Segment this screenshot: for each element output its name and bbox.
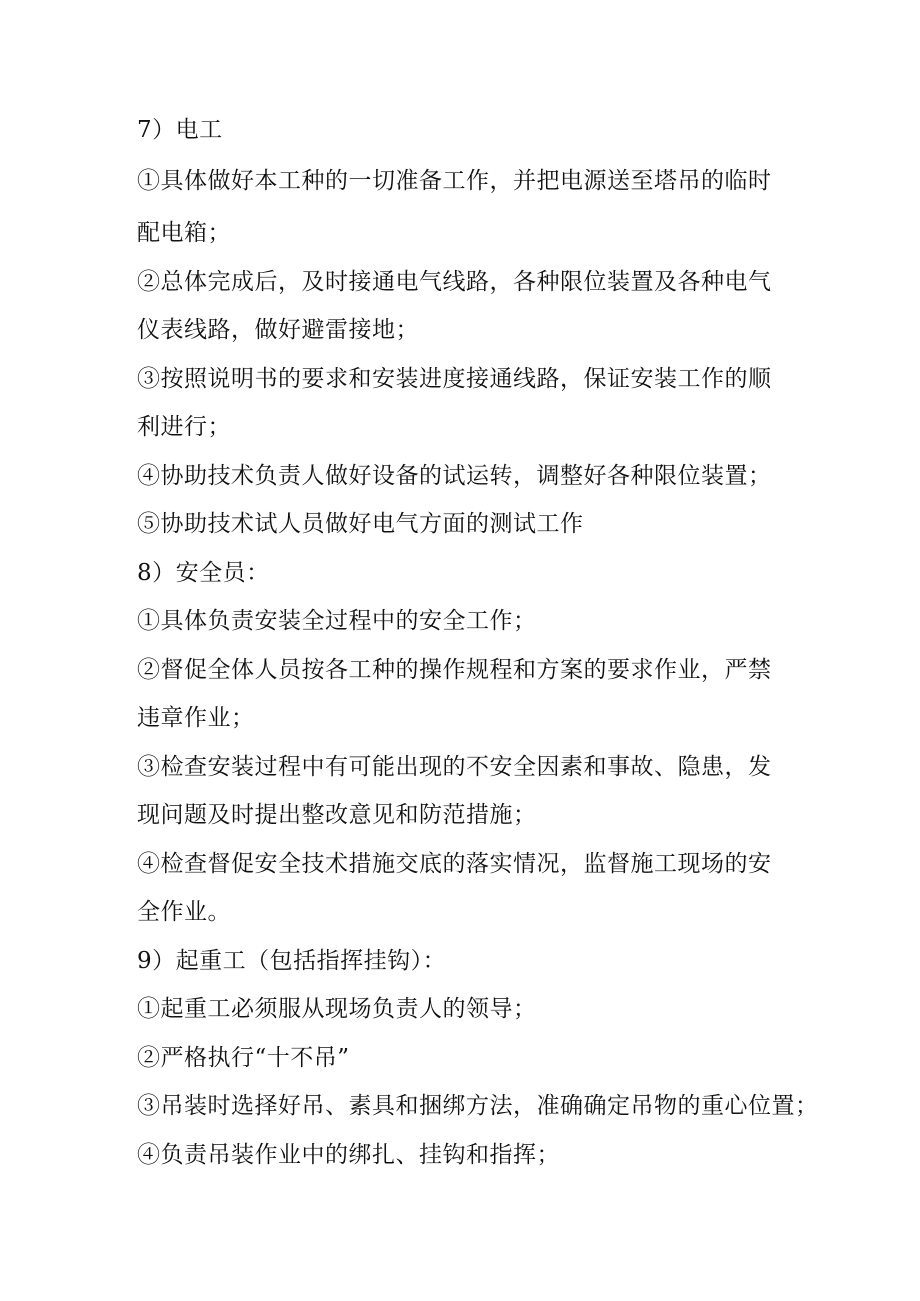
paragraph-line: 全作业。	[137, 899, 231, 925]
paragraph-line: ②督促全体人员按各工种的操作规程和方案的要求作业，严禁	[137, 657, 772, 683]
paragraph-line: 现问题及时提出整改意见和防范措施；	[137, 802, 537, 828]
section-heading-electrician: 7）电工	[137, 117, 223, 143]
paragraph-line: ①起重工必须服从现场负责人的领导；	[137, 996, 537, 1022]
paragraph-line: ④检查督促安全技术措施交底的落实情况，监督施工现场的安	[137, 851, 772, 877]
paragraph-line: 利进行；	[137, 414, 231, 440]
paragraph-line: ①具体负责安装全过程中的安全工作；	[137, 608, 537, 634]
section-heading-safety-officer: 8）安全员：	[137, 560, 270, 586]
paragraph-line: ③吊装时选择好吊、素具和捆绑方法，准确确定吊物的重心位置；	[137, 1093, 819, 1119]
paragraph-line: ②严格执行“十不吊”	[137, 1045, 350, 1071]
paragraph-line: ④负责吊装作业中的绑扎、挂钩和指挥；	[137, 1142, 560, 1168]
paragraph-line: ②总体完成后，及时接通电气线路，各种限位装置及各种电气	[137, 269, 772, 295]
section-heading-rigger: 9）起重工（包括指挥挂钩）：	[137, 948, 447, 974]
paragraph-line: ③按照说明书的要求和安装进度接通线路，保证安装工作的顺	[137, 366, 772, 392]
paragraph-line: ④协助技术负责人做好设备的试运转，调整好各种限位装置；	[137, 463, 772, 489]
paragraph-line: ③检查安装过程中有可能出现的不安全因素和事故、隐患，发	[137, 754, 772, 780]
paragraph-line: 配电箱；	[137, 220, 231, 246]
paragraph-line: ⑤协助技术试人员做好电气方面的测试工作	[137, 511, 584, 537]
paragraph-line: ①具体做好本工种的一切准备工作，并把电源送至塔吊的临时	[137, 168, 772, 194]
paragraph-line: 仪表线路，做好避雷接地；	[137, 317, 419, 343]
paragraph-line: 违章作业；	[137, 705, 255, 731]
